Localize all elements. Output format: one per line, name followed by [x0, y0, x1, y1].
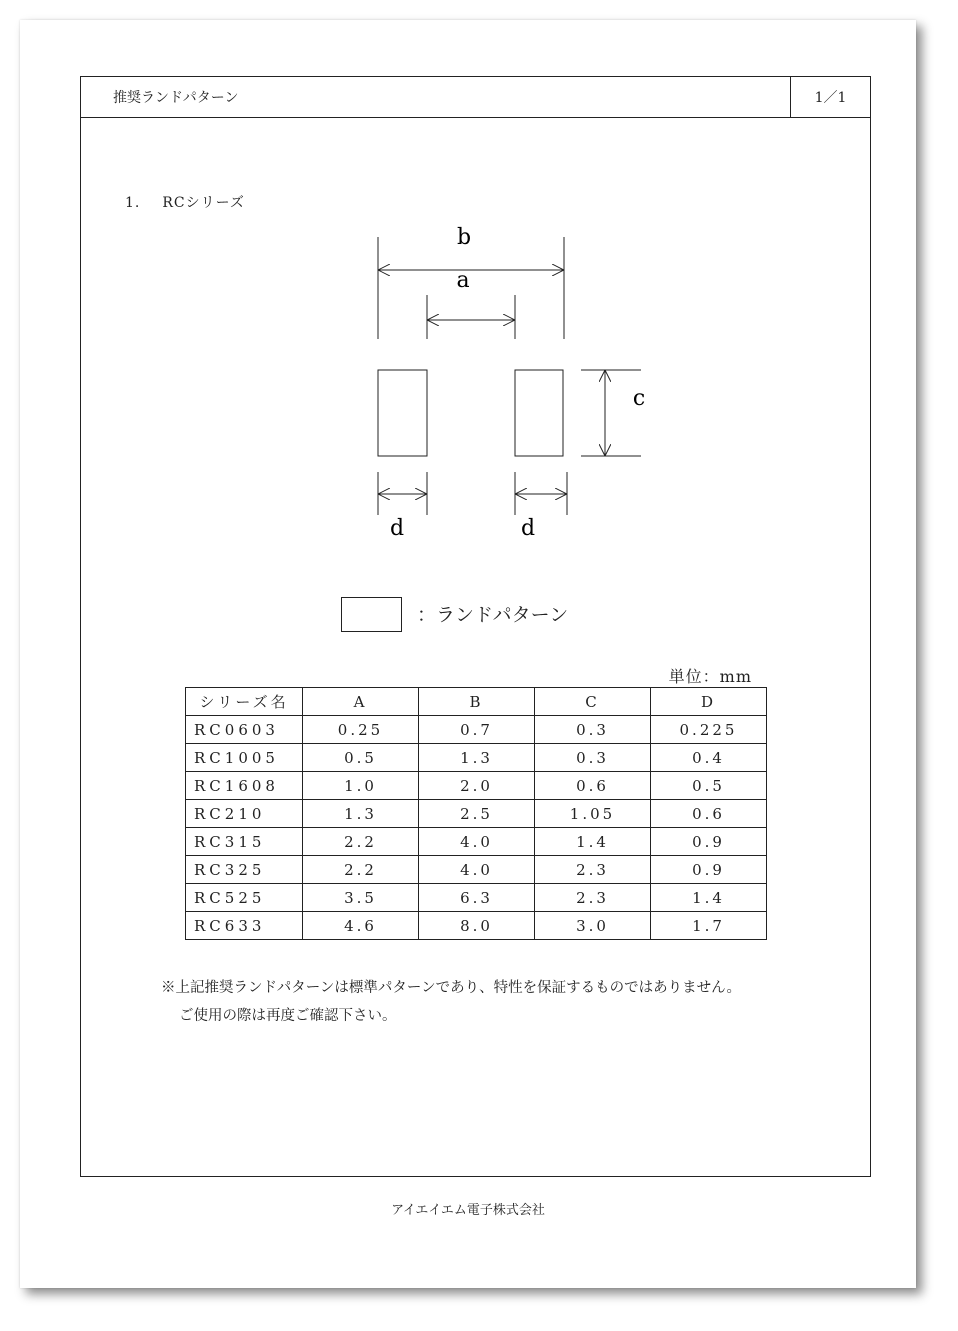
table-row	[186, 912, 767, 940]
table-row	[186, 744, 767, 772]
table-header-cell: D	[651, 688, 767, 716]
label-d-right: d	[520, 516, 536, 541]
table-cell: 0.225	[651, 716, 767, 744]
table-cell: 1.0	[303, 772, 419, 800]
table-cell-series: RC315	[186, 828, 303, 856]
disclaimer-note	[161, 974, 741, 1030]
table-row	[186, 828, 767, 856]
table-header-cell: B	[419, 688, 535, 716]
table-cell: 2.3	[535, 884, 651, 912]
land-pad-right	[515, 370, 563, 456]
table-cell: 0.9	[651, 828, 767, 856]
table-row	[186, 772, 767, 800]
table-cell: 0.5	[303, 744, 419, 772]
company-name: アイエイエム電子株式会社	[391, 1203, 545, 1218]
disclaimer-line-2: ご使用の際は再度ご確認下さい。	[179, 1008, 397, 1024]
table-cell-series: RC633	[186, 912, 303, 940]
table-cell: 1.4	[651, 884, 767, 912]
table-cell: 1.3	[419, 744, 535, 772]
table-cell: 8.0	[419, 912, 535, 940]
document-page	[20, 20, 916, 1288]
dimension-table	[185, 687, 767, 940]
table-cell: 2.2	[303, 828, 419, 856]
label-b: b	[456, 225, 472, 250]
table-row	[186, 884, 767, 912]
table-cell: 2.0	[419, 772, 535, 800]
land-pad-left	[378, 370, 427, 456]
table-header-cell: シリーズ名	[186, 688, 303, 716]
table-cell: 0.7	[419, 716, 535, 744]
table-cell-series: RC525	[186, 884, 303, 912]
table-cell: 0.3	[535, 744, 651, 772]
table-header-cell: C	[535, 688, 651, 716]
table-cell-series: RC1005	[186, 744, 303, 772]
table-cell: 0.3	[535, 716, 651, 744]
table-cell: 3.0	[535, 912, 651, 940]
table-cell-series: RC1608	[186, 772, 303, 800]
page-number: 1／1	[814, 90, 847, 106]
table-cell: 6.3	[419, 884, 535, 912]
legend-swatch	[341, 597, 402, 632]
table-cell: 2.5	[419, 800, 535, 828]
table-cell: 3.5	[303, 884, 419, 912]
label-c: c	[632, 386, 646, 411]
table-cell-series: RC0603	[186, 716, 303, 744]
table-header-row	[186, 688, 767, 716]
table-cell: 2.2	[303, 856, 419, 884]
table-header-cell: A	[303, 688, 419, 716]
disclaimer-line-1: ※上記推奨ランドパターンは標準パターンであり、特性を保証するものではありません。	[161, 980, 741, 996]
table-cell: 4.0	[419, 828, 535, 856]
page-frame	[80, 76, 871, 1177]
land-pattern-diagram	[81, 77, 870, 597]
table-row	[186, 856, 767, 884]
table-cell: 0.9	[651, 856, 767, 884]
table-cell: 4.6	[303, 912, 419, 940]
label-d-left: d	[389, 516, 405, 541]
table-row	[186, 800, 767, 828]
label-a: a	[456, 268, 470, 293]
table-cell: 0.6	[651, 800, 767, 828]
table-cell: 0.5	[651, 772, 767, 800]
legend-label: ：ランドパターン	[417, 604, 569, 626]
table-cell: 0.25	[303, 716, 419, 744]
page-title: 推奨ランドパターン	[113, 90, 239, 106]
table-row	[186, 716, 767, 744]
table-cell: 1.05	[535, 800, 651, 828]
table-cell: 0.6	[535, 772, 651, 800]
table-cell: 2.3	[535, 856, 651, 884]
section-number: 1.	[125, 195, 141, 211]
table-cell: 1.7	[651, 912, 767, 940]
section-title: RCシリーズ	[162, 195, 245, 211]
table-cell-series: RC325	[186, 856, 303, 884]
unit-label: 単位：mm	[668, 667, 752, 686]
table-cell: 1.4	[535, 828, 651, 856]
table-cell: 0.4	[651, 744, 767, 772]
table-cell-series: RC210	[186, 800, 303, 828]
table-cell: 4.0	[419, 856, 535, 884]
table-cell: 1.3	[303, 800, 419, 828]
